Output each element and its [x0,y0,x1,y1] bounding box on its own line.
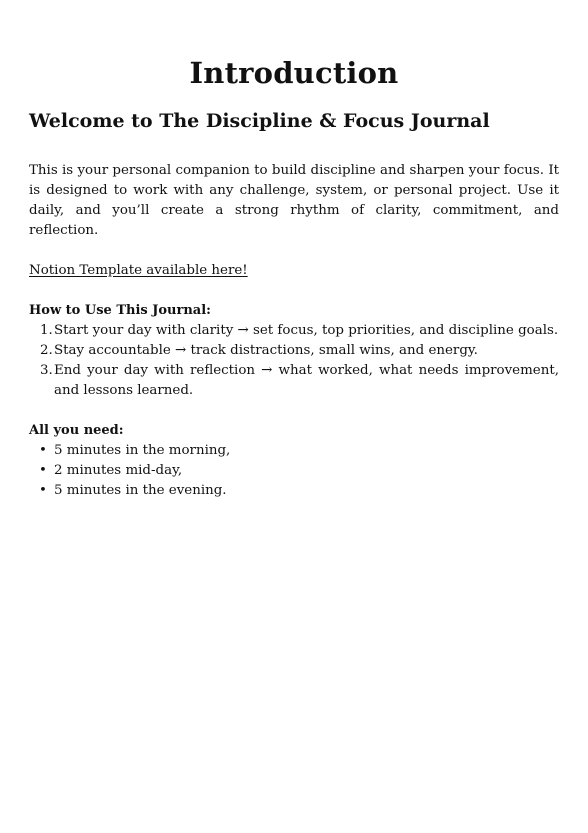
how-to-use-steps [29,321,559,401]
how-to-use-heading: How to Use This Journal: [29,303,211,318]
list-item [29,441,559,461]
list-item-text: 2 minutes mid-day, [54,463,183,478]
list-item [29,341,559,361]
notion-template-link[interactable]: Notion Template available here! [29,263,248,278]
all-you-need-section [29,421,559,501]
bullet-icon: • [39,483,47,498]
bullet-icon: • [39,463,47,478]
page-subtitle: Welcome to The Discipline & Focus Journal [29,110,490,132]
step-text: End your day with reflection → what worked, what needs improvement, and lessons learned. [54,363,559,398]
list-item [29,321,559,341]
all-you-need-list [29,441,559,501]
step-number: 3. [40,363,53,378]
how-to-use-section [29,301,559,401]
list-item-text: 5 minutes in the evening. [54,483,227,498]
list-item [29,461,559,481]
step-text: Start your day with clarity → set focus, top priorities, and discipline goals. [54,323,559,338]
bullet-icon: • [39,443,47,458]
step-text: Stay accountable → track distractions, small wins, and energy. [54,343,478,358]
step-number: 1. [40,323,53,338]
list-item [29,481,559,501]
page-title: Introduction [189,56,399,90]
list-item-text: 5 minutes in the morning, [54,443,231,458]
list-item [29,361,559,401]
intro-paragraph: This is your personal companion to build discipline and sharpen your focus. It is designed to work with any challenge, system, or personal project. Use it daily, and you’ll create a strong rhythm of clarity, commitment, and reflection. [29,163,559,238]
step-number: 2. [40,343,53,358]
all-you-need-heading: All you need: [29,423,124,438]
